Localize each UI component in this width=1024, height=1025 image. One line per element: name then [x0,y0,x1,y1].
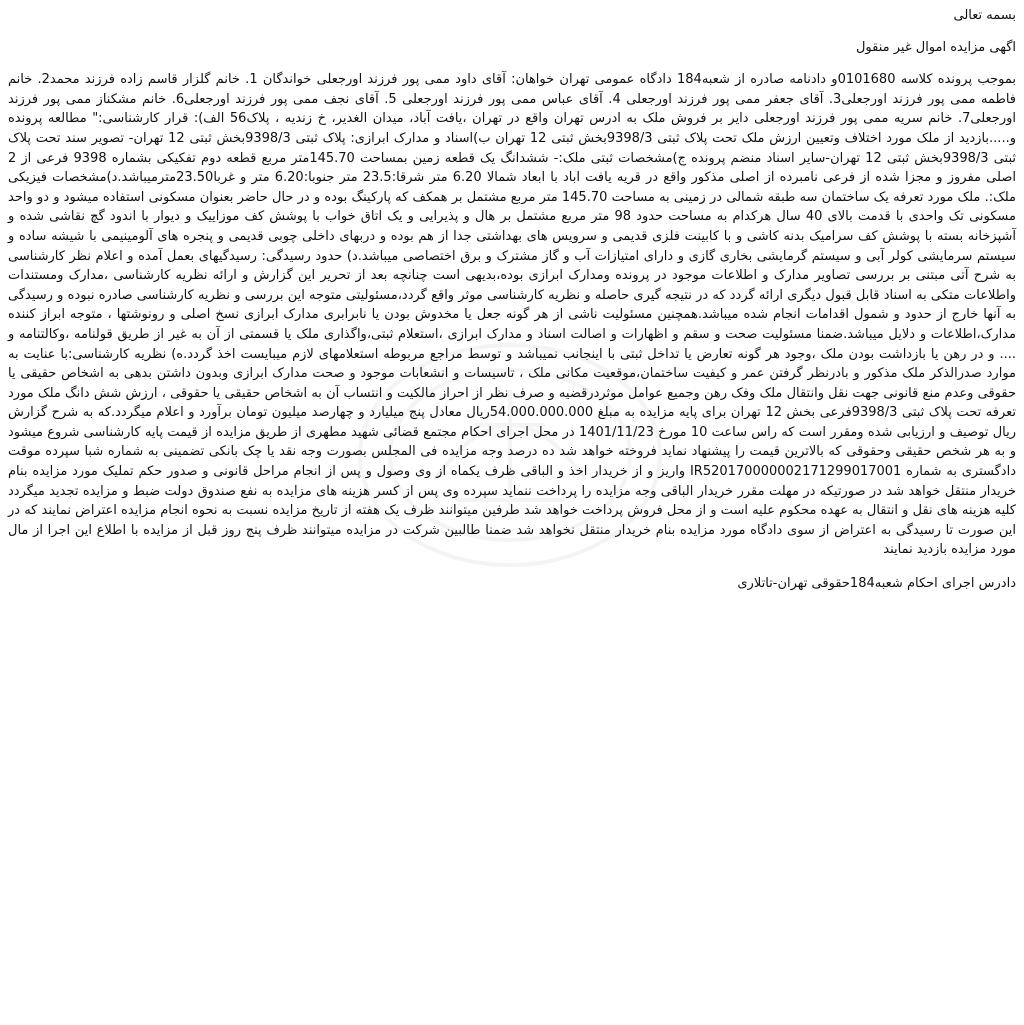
bismillah-heading: بسمه تعالی [953,8,1016,23]
issuer-signature-line: دادرس اجرای احکام شعبه184حقوقی تهران-تاتلاری [737,576,1016,592]
notice-body: بموجب پرونده کلاسه 0101680و دادنامه صادره از شعبه184 دادگاه عمومی تهران خواهان: آقای داود ممی پور فرزند اورجعلی خواندگان 1. خانم گلزار قاسم زاده فرزند محمد2. خانم فاطمه ممی پور فرزند اورجعلی3. آقای جعفر ممی پور فرزند اورجعلی 4. آقای عباس ممی پور فرزند اورجعلی 5. آقای نجف ممی پور فرزند اورجعلی6. خانم مشکناز ممی پور فرزند اورجعلی7. خانم سریه ممی پور فرزند اورجعلی دایر بر فروش ملک به ادرس تهران واقع در تهران ،یافت آباد، میدان الغدیر، خ زندیه ، پلاک56 الف): قرار کارشناسی:" مطالعه پرونده و.....بازدید از ملک مورد اختلاف وتعیین ارزش ملک تحت پلاک ثبتی 9398/3بخش ثبتی 12 تهران ب)اسناد و مدارک ابرازی: پلاک ثبتی 9398/3بخش ثبتی 12 تهران- تصویر سند تحت پلاک ثبتی 9398/3بخش ثبتی 12 تهران-سایر اسناد منضم پرونده ج)مشخصات ثبتی ملک:- ششدانگ یک قطعه زمین بمساحت 145.70متر مربع قطعه دوم تفکیکی بشماره 9398 فرعی از 2 اصلی مفروز و مجزا شده از فرعی نامبرده از اصلی مذکور واقع در قریه یافت اباد با ابعاد شمالا 6.20 متر شرقا:23.5 متر جنوبا:6.20 متر و غربا23.50مترمیباشد.د)مشخصات فیزیکی ملک:. ملک مورد تعرفه یک ساختمان سه طبقه شمالی در زمینی به مساحت 145.70 متر مربع مشتمل بر همکف که پارکینگ بوده و در حال حاضر بعنوان مسکونی استفاده میشود و دو واحد مسکونی تک واحدی با قدمت بالای 40 سال هرکدام به مساحت حدود 98 متر مربع مشتمل بر هال و پذیرایی و یک اتاق خواب با پوشش کف موزاییک و دیوار با اندود گچ نقاشی شده و آشپزخانه بسته با پوشش کف سرامیک بدنه کاشی و با کابینت فلزی قدیمی و سرویس های بهداشتی جدا از هم بوده و دربهای داخلی چوبی قدیمی و پنجره های آلومینیمی با شیشه ساده و سیستم سرمایشی کولر آبی و سیستم گرمایشی بخاری گازی و دارای امتیازات آب و گاز مشترک و برق اختصاصی میباشد.د) حدود رسیدگی: رسیدگیهای بعمل آمده و اعلام نظر کارشناسی به شرح آتی مبتنی بر بررسی تصاویر مدارک و اطلاعات موجود در پرونده ومدارک ابرازی بوده،بدیهی است چنانچه بعد از تحریر این گزارش و ارائه نظریه کارشناسی ،مدارک ومستندات واطلاعات متکی به اسناد قابل قبول دیگری ارائه گردد که در نتیجه گیری حاصله و نظریه کارشناسی موثر واقع گردد،مسئولیتی متوجه این بررسی و نظریه کارشناسی صادره نبوده و رسیدگی به آنها خارج از حدود و شمول اقدامات انجام شده میباشد.همچنین مسئولیت ناشی از هر گونه جعل یا مخدوش بودن یا نابرابری مدارک ابرازی نسخ اصلی و رونوشتها ، متوجه ابراز کننده مدارک،اطلاعات و دلایل میباشد.ضمنا مسئولیت صحت و سقم و اظهارات و اصالت اسناد و مدارک ابرازی ،استعلام ثبتی،واگذاری ملک یا قسمتی از آن به غیر از طریق قولنامه ،وکالتنامه و .... و در رهن یا بازداشت بودن ملک ،وجود هر گونه تعارض یا تداخل ثبتی با اینجانب نمیباشد و توسط مراجع مربوطه استعلامهای لازم میبایست اخذ گردد.ه) نظریه کارشناسی:با عنایت به موارد صدرالذکر ملک مذکور و بادرنظر گرفتن عمر و کیفیت ساختمان،موقعیت مکانی ملک ، تاسیسات و انشعابات موجود و صحت مدارک ابرازی وبدون داشتن بدهی به اشخاص حقیقی یا حقوقی وعدم منع قانونی جهت نقل وانتقال ملک وفک رهن وجمیع عوامل موثردرقضیه و صرف نظر از احراز مالکیت و انتساب آن به اشخاص حقیقی یا حقوقی ، ارزش شش دانگ ملک مورد تعرفه تحت پلاک ثبتی 9398/3فرعی بخش 12 تهران برای پایه مزایده به مبلغ 54.000.000.000ریال معادل پنج میلیارد و چهارصد میلیون تومان برآورد و اعلام میگردد.که به شرح گزارش ریال توصیف و ارزیابی شده ومقرر است که راس ساعت 10 مورخ 1401/11/23 در محل اجرای احکام مجتمع قضائی شهید مطهری از طریق مزایده از قیمت پایه کارشناسی شروع میشود و به هر شخص حقیقی وحقوقی که بالاترین قیمت را پیشنهاد نماید فروخته خواهد شد ده درصد وجه مزایده فی المجلس بصورت وجه نقد یا چک بانکی تضمینی به شماره شبا سپرده موقت دادگستری به شماره IR520170000002171299017001 واریز و از خریدار اخذ و الباقی ظرف یکماه از وی وصول و پس از انجام مراحل قانونی و صدور حکم تملیک مورد مزایده بنام خریدار منتقل خواهد شد در صورتیکه در مهلت مقرر خریدار الباقی وجه مزایده را پرداخت ننماید سپرده وی پس از کسر هزینه های مزایده به نفع صندوق دولت ضبط و مزایده تجدید میگردد کلیه هزینه های نقل و انتقال به عهده محکوم علیه است و از محل فروش پرداخت خواهد شد طرفین میتوانند ظرف یک هفته از تاریخ مزایده نسبت به نحوه انجام مزایده اعتراض نمایند که در این صورت تا رسیدگی به اعتراض از سوی دادگاه مورد مزایده بنام خریدار منتقل نخواهد شد ضمنا طالبین شرکت در مزایده میتوانند ظرف پنج روز قبل از مزایده با اطلاع این اجرا از مال مورد مزایده بازدید نمایند [8,72,1017,558]
auction-notice-document [8,6,1016,594]
notice-title: اگهی مزایده اموال غیر منقول [855,39,1016,55]
